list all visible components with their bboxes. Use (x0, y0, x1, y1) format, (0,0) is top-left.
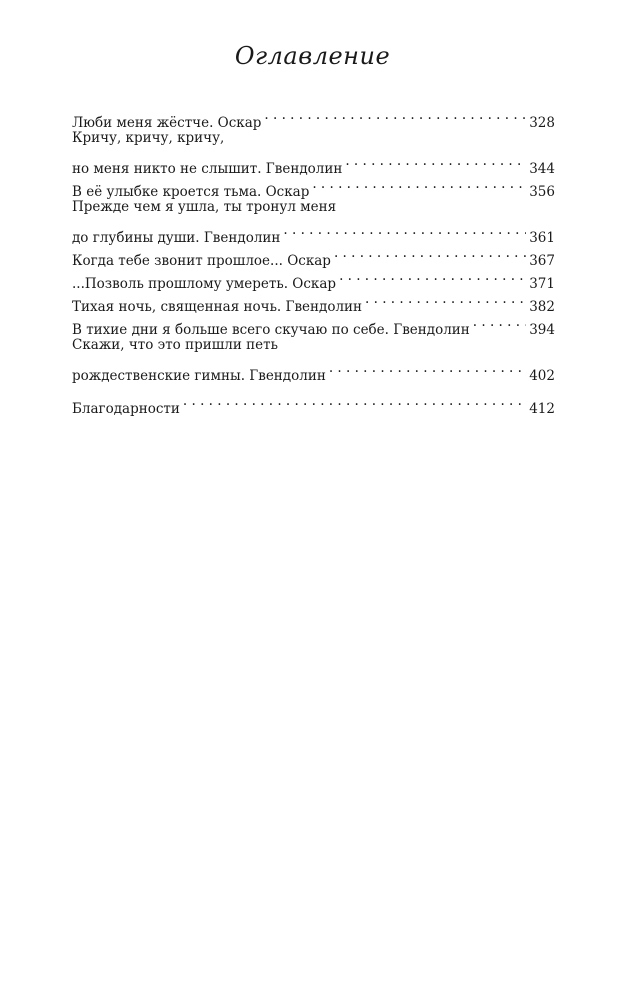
toc-entry-title: рождественские гимны. Гвендолин (72, 368, 326, 384)
toc-entry-title: Кричу, кричу, кричу, (72, 130, 225, 146)
toc-page-number: 382 (529, 299, 555, 315)
toc-entry-title: Люби меня жёстче. Оскар (72, 115, 262, 131)
toc-page-number: 367 (529, 253, 555, 269)
toc-entry-title: Когда тебе звонит прошлое... Оскар (72, 253, 331, 269)
toc-line (72, 127, 555, 150)
table-of-contents (72, 104, 555, 417)
dot-leader (183, 390, 526, 413)
toc-line (72, 104, 555, 131)
toc-entry-title: но меня никто не слышит. Гвендолин (72, 161, 343, 177)
toc-page-number: 371 (529, 276, 555, 292)
toc-line (72, 150, 555, 177)
toc-page-number: 394 (529, 322, 555, 338)
toc-page-number: 412 (529, 401, 555, 417)
toc-page-number: 344 (529, 161, 555, 177)
toc-entry (72, 196, 555, 246)
dot-leader (334, 242, 526, 265)
toc-line (72, 390, 555, 417)
toc-line (72, 357, 555, 384)
toc-line (72, 196, 555, 219)
toc-entry-title: до глубины души. Гвендолин (72, 230, 281, 246)
dot-leader (264, 104, 526, 127)
toc-entry (72, 104, 555, 131)
dot-leader (329, 357, 526, 380)
dot-leader (345, 150, 526, 173)
toc-line (72, 219, 555, 246)
dot-leader (339, 265, 526, 288)
toc-entry-acknowledgements (72, 390, 555, 417)
toc-entry (72, 127, 555, 177)
toc-entry-title: Прежде чем я ушла, ты тронул меня (72, 199, 337, 215)
toc-entry-title: В её улыбке кроется тьма. Оскар (72, 184, 310, 200)
toc-entry-title: ...Позволь прошлому умереть. Оскар (72, 276, 337, 292)
dot-leader (473, 311, 526, 334)
page-title: Оглавление (234, 42, 391, 70)
toc-entry-title: Благодарности (72, 401, 180, 417)
toc-entry-title: Скажи, что это пришли петь (72, 337, 278, 353)
dot-leader (365, 288, 526, 311)
toc-page-number: 402 (529, 368, 555, 384)
toc-entry-title: В тихие дни я больше всего скучаю по себе. Гвендолин (72, 322, 470, 338)
dot-leader (312, 173, 526, 196)
dot-leader (283, 219, 526, 242)
toc-entry-title: Тихая ночь, священная ночь. Гвендолин (72, 299, 363, 315)
toc-page-number: 356 (529, 184, 555, 200)
toc-page-number: 328 (529, 115, 555, 131)
toc-page-number: 361 (529, 230, 555, 246)
